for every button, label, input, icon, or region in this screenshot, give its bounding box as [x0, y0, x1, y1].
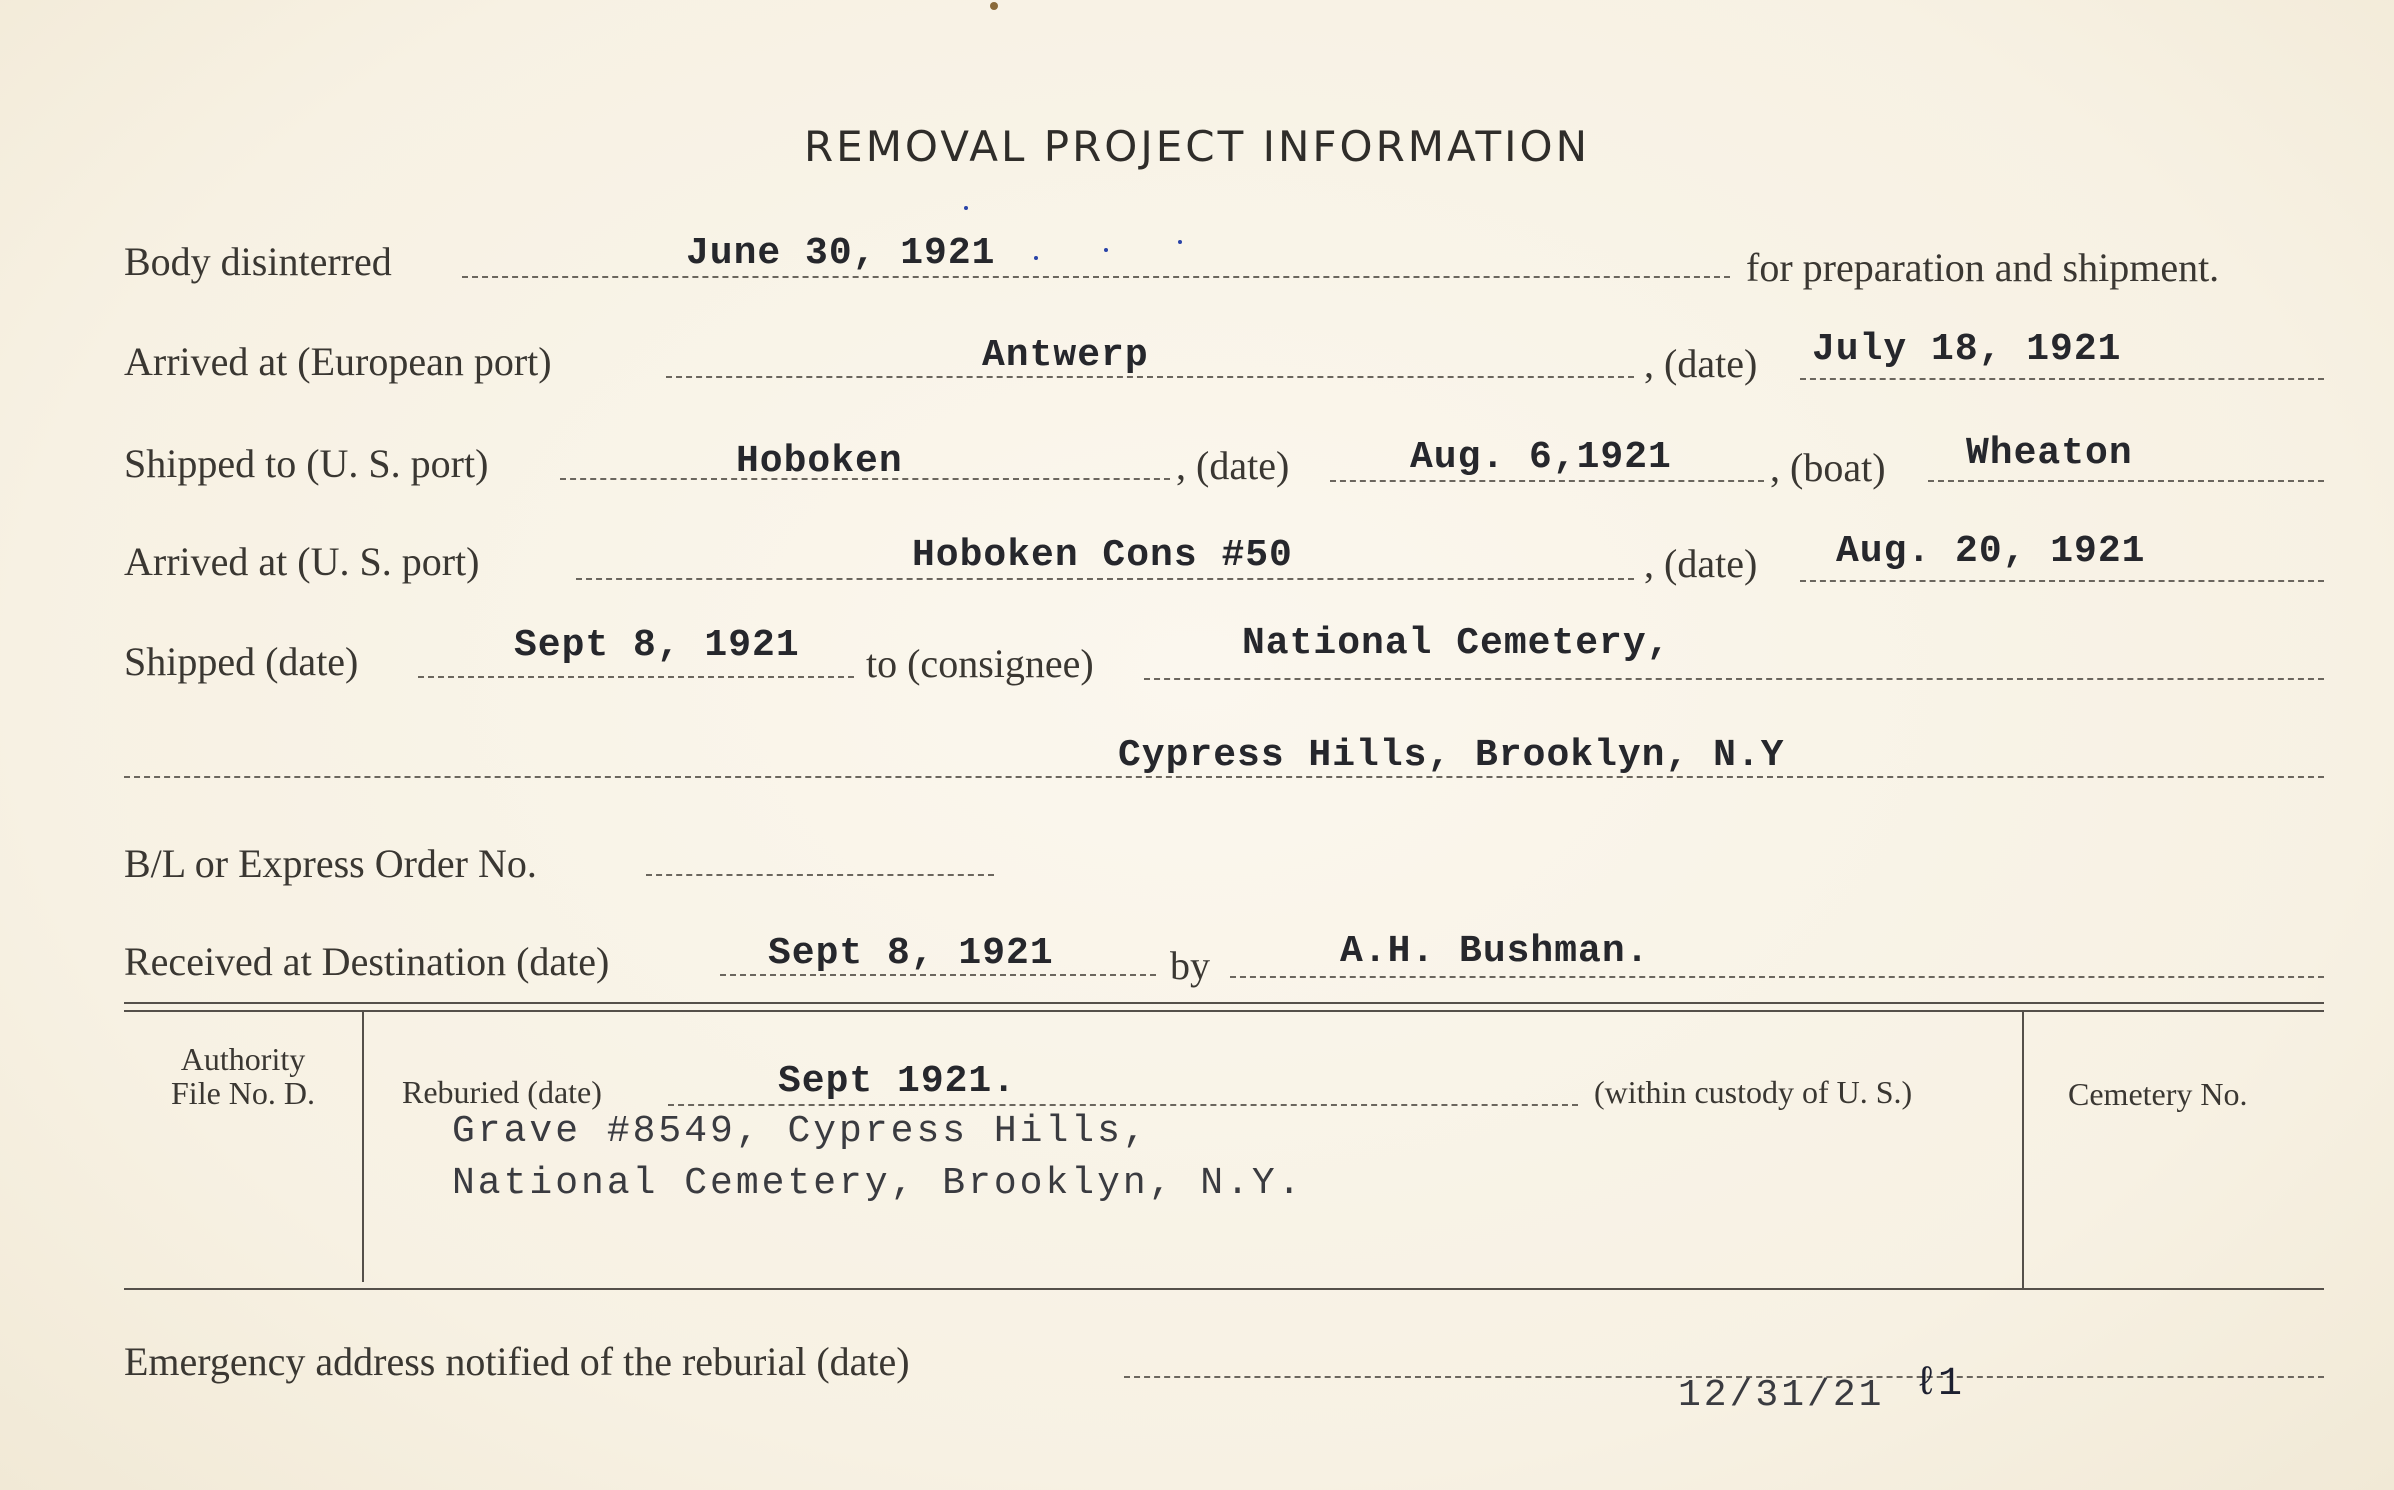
body-disinterred-label: Body disinterred [124, 239, 392, 284]
arrived-us-date-line [1800, 580, 2324, 582]
consignee-label: to (consignee) [866, 641, 1094, 686]
reburied-location-line1: Grave #8549, Cypress Hills, [452, 1110, 1149, 1153]
arrived-us-port-value: Hoboken Cons #50 [912, 534, 1293, 577]
shipped-to-us-date-line [1330, 480, 1764, 482]
emergency-label: Emergency address notified of the reburial (date) [124, 1339, 910, 1384]
box-divider-left [362, 1012, 364, 1282]
received-by-line [1230, 976, 2324, 978]
ink-speck [1104, 248, 1108, 252]
initials-signature: ℓ1 [1914, 1362, 1963, 1407]
arrived-us-date-value: Aug. 20, 1921 [1836, 530, 2146, 573]
cemetery-no-label: Cemetery No. [2068, 1076, 2248, 1112]
arrived-european-label: Arrived at (European port) [124, 339, 552, 384]
box-divider-right [2022, 1012, 2024, 1290]
body-disinterred-line [462, 276, 1730, 278]
shipped-to-us-boat-line [1928, 480, 2324, 482]
reburied-location-line2: National Cemetery, Brooklyn, N.Y. [452, 1162, 1304, 1205]
shipped-to-us-date-value: Aug. 6,1921 [1410, 436, 1672, 479]
arrived-european-port-value: Antwerp [982, 334, 1149, 377]
shipped-to-us-port-value: Hoboken [736, 440, 903, 483]
arrived-us-date-label: , (date) [1644, 541, 1758, 586]
bl-order-line [646, 874, 994, 876]
consignee-value-line1: National Cemetery, [1242, 622, 1671, 665]
received-by-label: by [1170, 943, 1210, 988]
shipped-to-us-boat-value: Wheaton [1966, 432, 2133, 475]
arrived-european-date-label: , (date) [1644, 341, 1758, 386]
consignee-value-line2: Cypress Hills, Brooklyn, N.Y [1118, 734, 1785, 777]
received-by-value: A.H. Bushman. [1340, 930, 1650, 973]
authority-label [124, 1042, 362, 1110]
body-disinterred-value: June 30, 1921 [686, 232, 996, 275]
shipped-date-line [418, 676, 854, 678]
arrived-us-line [576, 578, 1634, 580]
shipped-to-us-boat-label: , (boat) [1770, 445, 1886, 490]
arrived-european-date-value: July 18, 1921 [1812, 328, 2122, 371]
authority-label-line2: File No. D. [171, 1075, 315, 1111]
box-bottom-rule [124, 1288, 2324, 1290]
bl-order-label: B/L or Express Order No. [124, 841, 537, 886]
ink-speck [1034, 256, 1038, 260]
paper-blemish [990, 2, 998, 10]
shipped-to-us-date-label: , (date) [1176, 443, 1290, 488]
card-title: REMOVAL PROJECT INFORMATION [803, 122, 1591, 171]
ink-speck [1178, 240, 1182, 244]
body-disinterred-suffix: for preparation and shipment. [1746, 245, 2220, 290]
shipped-date-label: Shipped (date) [124, 639, 359, 684]
emergency-date-value: 12/31/21 [1678, 1374, 1885, 1417]
reburied-date-value: Sept 1921. [778, 1060, 1017, 1103]
custody-label: (within custody of U. S.) [1594, 1074, 1913, 1110]
box-top-rule-double [124, 1010, 2324, 1012]
received-label: Received at Destination (date) [124, 939, 610, 984]
shipped-to-us-label: Shipped to (U. S. port) [124, 441, 489, 486]
consignee-line [1144, 678, 2324, 680]
authority-label-line1: Authority [180, 1041, 306, 1077]
received-date-value: Sept 8, 1921 [768, 932, 1054, 975]
reburied-label: Reburied (date) [402, 1074, 602, 1110]
box-top-rule [124, 1002, 2324, 1004]
ink-speck [964, 206, 968, 210]
shipped-date-value: Sept 8, 1921 [514, 624, 800, 667]
reburied-date-line [668, 1104, 1578, 1106]
arrived-us-label: Arrived at (U. S. port) [124, 539, 480, 584]
arrived-european-line [666, 376, 1634, 378]
arrived-european-date-line [1800, 378, 2324, 380]
